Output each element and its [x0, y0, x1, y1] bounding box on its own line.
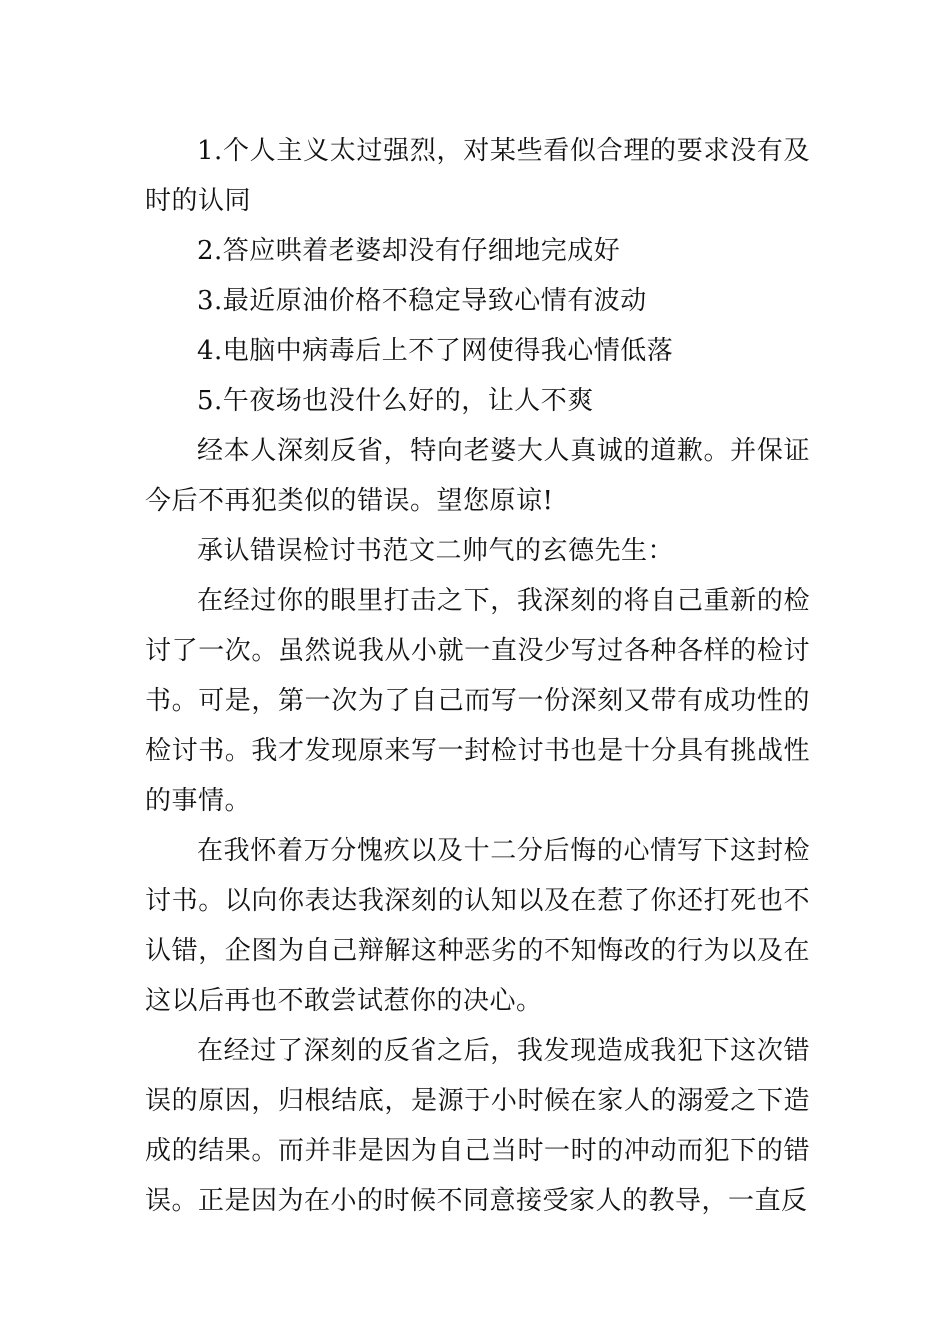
list-item-1: 1.个人主义太过强烈，对某些看似合理的要求没有及时的认同	[145, 136, 810, 216]
document-body	[145, 126, 810, 1226]
list-item-5: 5.午夜场也没什么好的，让人不爽	[197, 386, 594, 416]
section-heading: 承认错误检讨书范文二帅气的玄德先生：	[197, 536, 675, 566]
list-item-3: 3.最近原油价格不稳定导致心情有波动	[197, 286, 647, 316]
list-item-4: 4.电脑中病毒后上不了网使得我心情低落	[197, 336, 674, 366]
body-paragraph-1: 在经过你的眼里打击之下，我深刻的将自己重新的检讨了一次。虽然说我从小就一直没少写过各种各样的检讨书。可是，第一次为了自己而写一份深刻又带有成功性的检讨书。我才发现原来写一封检讨书也是十分具有挑战性的事情。	[145, 586, 810, 816]
apology-paragraph: 经本人深刻反省，特向老婆大人真诚的道歉。并保证今后不再犯类似的错误。望您原谅!	[145, 436, 810, 516]
body-paragraph-3: 在经过了深刻的反省之后，我发现造成我犯下这次错误的原因，归根结底，是源于小时候在家人的溺爱之下造成的结果。而并非是因为自己当时一时的冲动而犯下的错误。正是因为在小的时候不同意接受家人的教导，一直反	[145, 1036, 810, 1216]
body-paragraph-2: 在我怀着万分愧疚以及十二分后悔的心情写下这封检讨书。以向你表达我深刻的认知以及在惹了你还打死也不认错，企图为自己辩解这种恶劣的不知悔改的行为以及在这以后再也不敢尝试惹你的决心。	[145, 836, 810, 1016]
list-item-2: 2.答应哄着老婆却没有仔细地完成好	[197, 236, 621, 266]
